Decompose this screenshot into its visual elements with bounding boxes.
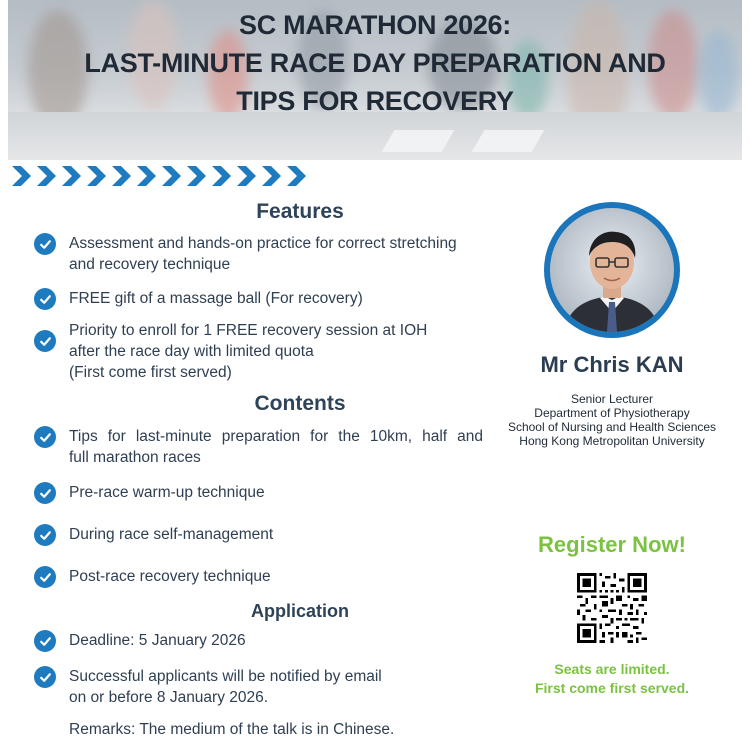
check-circle-icon xyxy=(34,566,56,588)
seats-line2: First come first served. xyxy=(534,680,690,696)
chevron-right-icon xyxy=(35,165,57,187)
check-circle-icon xyxy=(34,426,56,448)
speaker-title: Senior Lecturer xyxy=(570,392,654,406)
register-heading: Register Now! xyxy=(538,532,686,557)
feature-text-line: FREE gift of a massage ball (For recovery) xyxy=(69,290,363,307)
chevron-right-icon xyxy=(160,165,182,187)
chevron-strip xyxy=(10,165,310,187)
remarks-text: Remarks: The medium of the talk is in Chinese. xyxy=(69,721,395,738)
chevron-right-icon xyxy=(10,165,32,187)
speaker-info xyxy=(490,392,734,448)
chevron-right-icon xyxy=(260,165,282,187)
chevron-right-icon xyxy=(210,165,232,187)
seats-notice xyxy=(500,660,724,698)
chevron-right-icon xyxy=(285,165,307,187)
check-circle-icon xyxy=(34,233,56,255)
content-item xyxy=(34,566,271,588)
speaker-portrait-icon xyxy=(550,208,674,332)
speaker-name: Mr Chris KAN xyxy=(540,352,684,377)
chevron-right-icon xyxy=(85,165,107,187)
features-heading: Features xyxy=(256,200,344,223)
notification-text-line: on or before 8 January 2026. xyxy=(69,689,269,706)
qr-code-icon[interactable] xyxy=(577,573,647,643)
check-circle-icon xyxy=(34,330,56,352)
event-title xyxy=(8,6,742,120)
avatar xyxy=(550,208,674,332)
contents-heading: Contents xyxy=(254,392,346,415)
content-item xyxy=(34,426,483,468)
feature-item xyxy=(34,288,363,310)
content-text-line: During race self-management xyxy=(69,526,274,543)
application-item xyxy=(34,630,246,652)
speaker-school: School of Nursing and Health Sciences xyxy=(507,420,717,434)
check-circle-icon xyxy=(34,288,56,310)
feature-text-line: and recovery technique xyxy=(69,256,231,273)
seats-line1: Seats are limited. xyxy=(554,661,670,677)
feature-text-line: Priority to enroll for 1 FREE recovery session at IOH xyxy=(69,322,428,339)
header-banner xyxy=(8,0,742,160)
speaker-department: Department of Physiotherapy xyxy=(534,406,690,420)
content-text-line: Tips for last-minute preparation for the 10km, half and xyxy=(69,428,483,445)
feature-text-line: Assessment and hands-on practice for correct stretching xyxy=(69,235,457,252)
chevron-right-icon xyxy=(135,165,157,187)
application-item xyxy=(34,666,382,708)
feature-item xyxy=(34,320,427,383)
content-text-line: Post-race recovery technique xyxy=(69,568,271,585)
feature-item xyxy=(34,233,457,275)
deadline-text: Deadline: 5 January 2026 xyxy=(69,632,246,649)
event-title-line3: TIPS FOR RECOVERY xyxy=(236,86,514,116)
application-heading: Application xyxy=(251,601,349,621)
content-item xyxy=(34,482,265,504)
chevron-right-icon xyxy=(185,165,207,187)
check-circle-icon xyxy=(34,666,56,688)
chevron-right-icon xyxy=(235,165,257,187)
feature-text-line: after the race day with limited quota xyxy=(69,343,314,360)
content-text-line: full marathon races xyxy=(69,449,201,466)
notification-text-line: Successful applicants will be notified by email xyxy=(69,668,382,685)
event-title-line2: LAST-MINUTE RACE DAY PREPARATION AND xyxy=(84,48,666,78)
check-circle-icon xyxy=(34,482,56,504)
speaker-university: Hong Kong Metropolitan University xyxy=(519,434,705,448)
feature-text-line: (First come first served) xyxy=(69,364,232,381)
check-circle-icon xyxy=(34,630,56,652)
content-item xyxy=(34,524,273,546)
check-circle-icon xyxy=(34,524,56,546)
chevron-right-icon xyxy=(110,165,132,187)
content-text-line: Pre-race warm-up technique xyxy=(69,484,265,501)
chevron-right-icon xyxy=(60,165,82,187)
event-title-line1: SC MARATHON 2026: xyxy=(239,10,511,40)
